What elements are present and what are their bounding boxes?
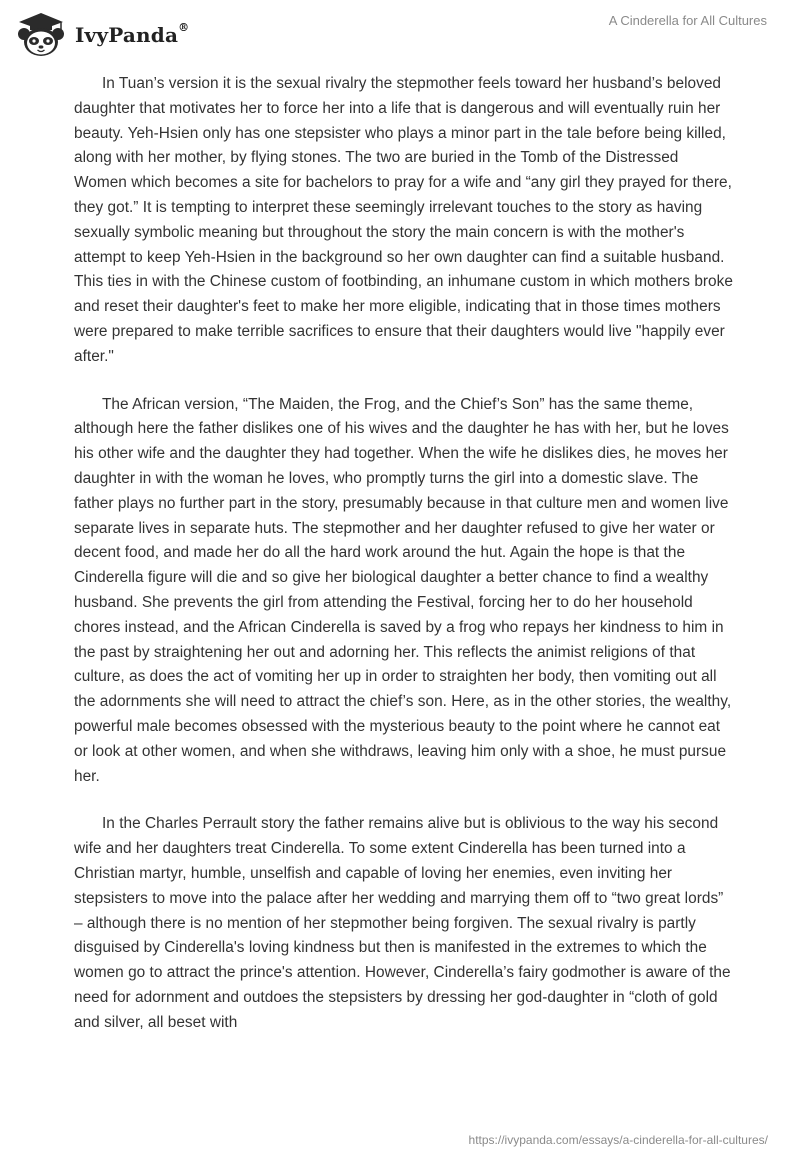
paragraph-african-version: The African version, “The Maiden, the Frog, and the Chief’s Son” has the same theme, although here the father dislikes one of his wives and the daughter he has with her, but he loves his other wife and the daughter they had together. When the wife he dislikes dies, he moves her daughter in with the woman he loves, who promptly turns the girl into a domestic slave. The father plays no further part in the story, presumably because in that culture men and women live separate lives in separate huts. The stepmother and her daughter refused to give her water or decent food, and made her do all the hard work around the hut. Again the hope is that the Cinderella figure will die and so give her biological daughter a better chance to find a wealthy husband. She prevents the girl from attending the Festival, forcing her to do her household chores instead, and the African Cinderella is saved by a frog who repays her kindness to him in the past by straightening her out and adorning her. This reflects the animist religions of that culture, as does the act of vomiting her up in order to straighten her body, then vomiting out all the adornments she will need to attract the chief’s son. Here, as in the other stories, the wealthy, powerful male becomes obsessed with the mysterious beauty to the point where he cannot eat or look at other women, and when she withdraws, leaving him only with a shoe, he must pursue her.: [74, 395, 732, 785]
page-header: [0, 0, 800, 70]
panda-graduate-icon: [15, 10, 67, 58]
paragraph-tuan-version: In Tuan’s version it is the sexual rivalry the stepmother feels toward her husband’s beloved daughter that motivates her to force her into a life that is dangerous and will eventually ruin her beauty. Yeh-Hsien only has one stepsister who plays a minor part in the tale before being killed, along with her mother, by flying stones. The two are buried in the Tomb of the Distressed Women which becomes a site for bachelors to pray for a wife and “any girl they prayed for there, they got.” It is tempting to interpret these seemingly irrelevant touches to the story as having sexually symbolic meaning but throughout the story the main concern is with the mother's attempt to keep Yeh-Hsien in the background so her own daughter can find a suitable husband. This ties in with the Chinese custom of footbinding, an inhumane custom in which mothers broke and reset their daughter's feet to make her more eligible, indicating that in those times mothers were prepared to make terrible sacrifices to ensure that their daughters would live "happily ever after.": [74, 75, 733, 365]
essay-body: [74, 72, 734, 1058]
document-title: A Cinderella for All Cultures: [608, 13, 767, 28]
paragraph-perrault-story: In the Charles Perrault story the father remains alive but is oblivious to the way his second wife and her daughters treat Cinderella. To some extent Cinderella has been turned into a Christian martyr, humble, unselfish and capable of loving her enemies, even inviting her stepsisters to move into the palace after her wedding and marrying them off to “two great lords” – although there is no mention of her stepmother being forgiven. The sexual rivalry is partly disguised by Cinderella's loving kindness but then is manifested in the extremes to which the women go to attract the prince's attention. However, Cinderella’s fairy godmother is aware of the need for adornment and outdoes the stepsisters by dressing her god-daughter in “cloth of gold and silver, all beset with: [74, 815, 731, 1031]
source-url[interactable]: https://ivypanda.com/essays/a-cinderella-for-all-cultures/: [468, 1133, 768, 1147]
brand-name: IvyPanda®: [75, 21, 190, 47]
ivypanda-logo[interactable]: [15, 10, 189, 58]
